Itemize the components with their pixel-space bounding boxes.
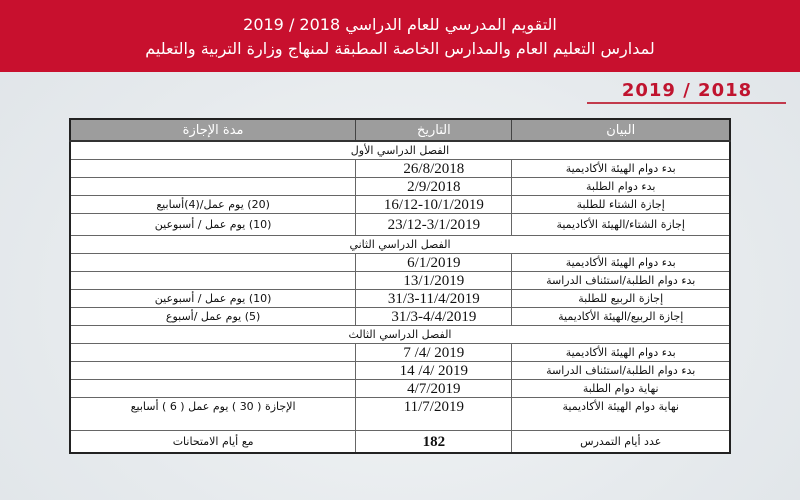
item-cell: بدء دوام الهيئة الأكاديمية	[512, 344, 730, 362]
duration-cell	[70, 178, 356, 196]
date-cell: 31/3-11/4/2019	[356, 290, 512, 308]
total-days: 182	[422, 433, 446, 450]
table-row	[70, 272, 730, 290]
item-cell: بدء دوام الطلبة/استئناف الدراسة	[512, 362, 730, 380]
item-cell: نهاية دوام الهيئة الأكاديمية	[512, 398, 730, 431]
total-note: مع أيام الامتحانات	[70, 431, 356, 454]
duration-cell: الإجازة ( 30 ) يوم عمل ( 6 ) أسابيع	[70, 398, 356, 431]
page-title: التقويم المدرسي للعام الدراسي 2018 / 2019	[243, 15, 557, 34]
total-row	[70, 431, 730, 454]
date-cell: 16/12-10/1/2019	[356, 196, 512, 214]
table-row	[70, 380, 730, 398]
date-cell: 31/3-4/4/2019	[356, 308, 512, 326]
section-row	[70, 326, 730, 344]
table-row	[70, 344, 730, 362]
total-value	[356, 431, 512, 454]
table-row	[70, 196, 730, 214]
duration-cell	[70, 362, 356, 380]
column-header-date: التاريخ	[356, 119, 512, 141]
table-row	[70, 178, 730, 196]
duration-cell: (10) يوم عمل / أسبوعين	[70, 214, 356, 236]
table-header-row	[70, 119, 730, 141]
item-cell: إجازة الشتاء/الهيئة الأكاديمية	[512, 214, 730, 236]
duration-cell	[70, 344, 356, 362]
item-cell: نهاية دوام الطلبة	[512, 380, 730, 398]
item-cell: بدء دوام الطلبة	[512, 178, 730, 196]
date-cell: 13/1/2019	[356, 272, 512, 290]
table-row	[70, 362, 730, 380]
column-header-item: البيان	[512, 119, 730, 141]
duration-cell: (5) يوم عمل /أسبوع	[70, 308, 356, 326]
duration-cell	[70, 160, 356, 178]
column-header-duration: مدة الإجازة	[70, 119, 356, 141]
item-cell: بدء دوام الهيئة الأكاديمية	[512, 254, 730, 272]
date-cell: 2/9/2018	[356, 178, 512, 196]
section-title: الفصل الدراسي الثاني	[70, 236, 730, 254]
year-label: 2019 / 2018	[621, 80, 753, 101]
section-title: الفصل الدراسي الثالث	[70, 326, 730, 344]
table-row	[70, 290, 730, 308]
section-row	[70, 236, 730, 254]
table-row	[70, 160, 730, 178]
table-row	[70, 214, 730, 236]
date-cell: 23/12-3/1/2019	[356, 214, 512, 236]
date-cell: 6/1/2019	[356, 254, 512, 272]
item-cell: بدء دوام الطلبة/استئناف الدراسة	[512, 272, 730, 290]
item-cell: بدء دوام الهيئة الأكاديمية	[512, 160, 730, 178]
duration-cell: (10) يوم عمل / أسبوعين	[70, 290, 356, 308]
duration-cell	[70, 272, 356, 290]
item-cell: إجازة الشتاء للطلبة	[512, 196, 730, 214]
date-cell: 7 /4/ 2019	[356, 344, 512, 362]
date-cell: 4/7/2019	[356, 380, 512, 398]
table-row	[70, 398, 730, 431]
item-cell: إجازة الربيع/الهيئة الأكاديمية	[512, 308, 730, 326]
calendar-table	[69, 118, 731, 454]
date-cell: 11/7/2019	[356, 398, 512, 431]
section-row	[70, 141, 730, 160]
duration-cell: (20) يوم عمل/(4)أسابيع	[70, 196, 356, 214]
page-subtitle: لمدارس التعليم العام والمدارس الخاصة المطبقة لمنهاج وزارة التربية والتعليم	[145, 39, 655, 58]
section-title: الفصل الدراسي الأول	[70, 141, 730, 160]
total-label: عدد أيام التمدرس	[512, 431, 730, 454]
duration-cell	[70, 254, 356, 272]
duration-cell	[70, 380, 356, 398]
date-cell: 14 /4/ 2019	[356, 362, 512, 380]
item-cell: إجازة الربيع للطلبة	[512, 290, 730, 308]
table-row	[70, 254, 730, 272]
header-banner	[0, 0, 800, 72]
year-underline	[587, 102, 786, 104]
table-row	[70, 308, 730, 326]
date-cell: 26/8/2018	[356, 160, 512, 178]
